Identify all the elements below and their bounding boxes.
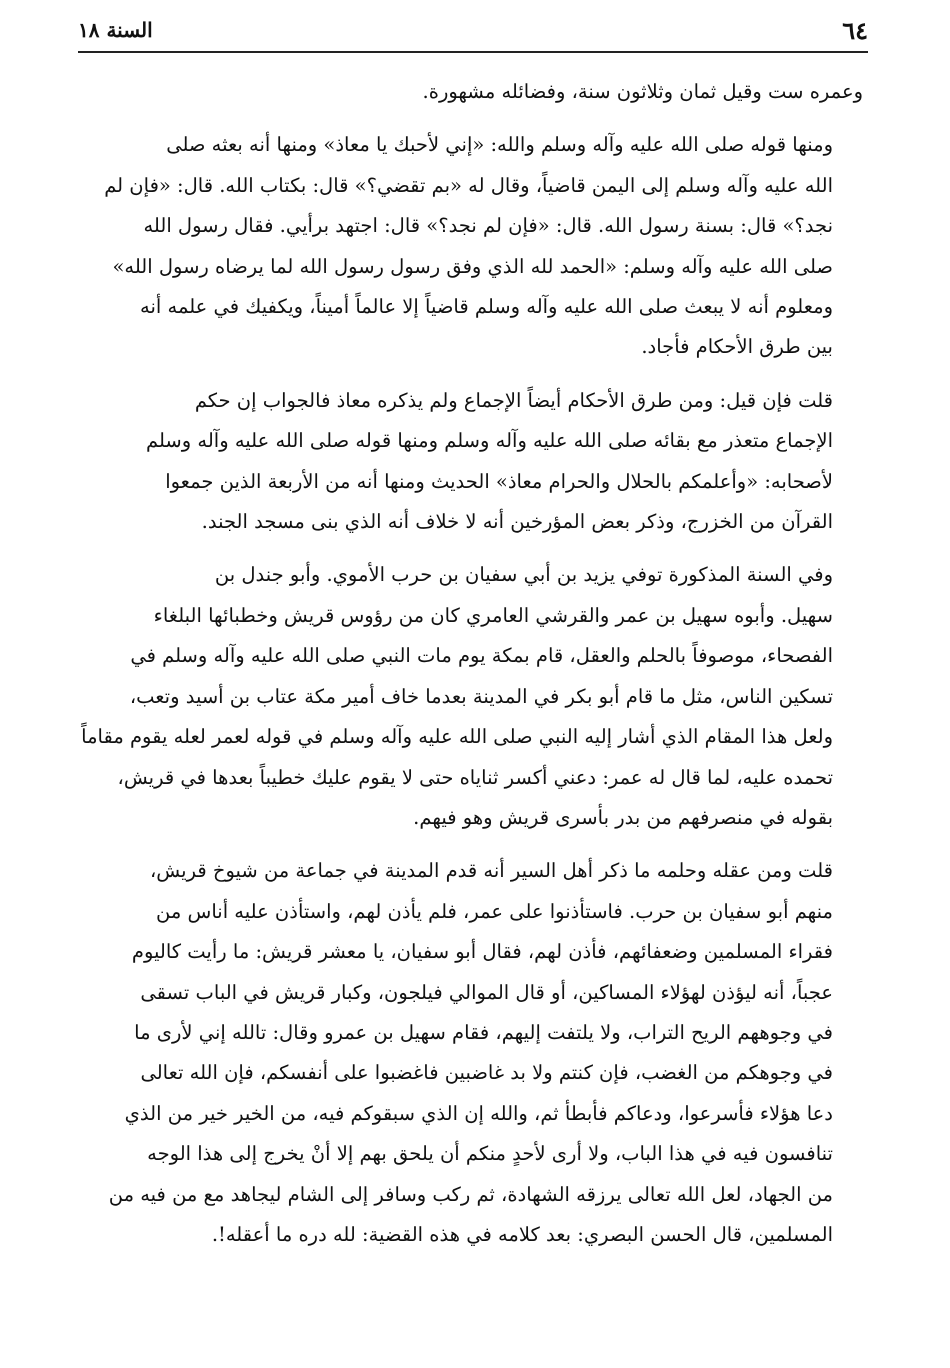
header-rule (78, 51, 868, 53)
text-line: نجد؟» قال: بسنة رسول الله. قال: «فإن لم نجد؟» قال: اجتهد برأيي. فقال رسول الله (143, 214, 833, 238)
text-line: وفي السنة المذكورة توفي يزيد بن أبي سفيان بن حرب الأموي. وأبو جندل بن (214, 563, 833, 587)
text-line: منهم أبو سفيان بن حرب. فاستأذنوا على عمر، فلم يأذن لهم، واستأذن عليه أناس من (156, 899, 833, 923)
text-line: قلت ومن عقله وحلمه ما ذكر أهل السير أنه قدم المدينة في جماعة من شيوخ قريش، (150, 859, 833, 883)
text-line: من الجهاد، لعل الله تعالى يرزقه الشهادة، ثم ركب وسافر إلى الشام ليجاهد مع من فيه من (108, 1182, 833, 1206)
text-line: قلت فإن قيل: ومن طرق الأحكام أيضاً الإجماع ولم يذكره معاذ فالجواب إن حكم (194, 388, 833, 412)
page-header (78, 14, 868, 50)
text-line: فقراء المسلمين وضعفائهم، فأذن لهم، فقال أبو سفيان، يا معشر قريش: ما رأيت كاليوم (131, 940, 833, 964)
paragraph (80, 555, 863, 838)
text-line: الإجماع متعذر مع بقائه صلى الله عليه وآله وسلم ومنها قوله صلى الله عليه وآله وسلم (146, 429, 833, 453)
running-head-year: السنة ١٨ (78, 18, 153, 42)
text-line: بين طرق الأحكام فأجاد. (641, 335, 833, 359)
text-line: بقوله في منصرفهم من بدر بأسرى قريش وهو فيهم. (413, 805, 833, 829)
paragraph (80, 125, 863, 367)
text-line: عجباً، أنه ليؤذن لهؤلاء المساكين، أو قال الموالي فيلجون، وكبار قريش في الباب تسقى (140, 980, 833, 1004)
text-line: القرآن من الخزرج، وذكر بعض المؤرخين أنه لا خلاف أنه الذي بنى مسجد الجند. (201, 510, 833, 534)
text-line: ومنها قوله صلى الله عليه وآله وسلم والله: «إني لأحبك يا معاذ» ومنها أنه بعثه صلى (166, 133, 833, 157)
page-number: ٦٤ (842, 16, 868, 45)
text-line: سهيل. وأبوه سهيل بن عمر والقرشي العامري كان من رؤوس قريش وخطبائها البلغاء (153, 603, 833, 627)
text-line: الله عليه وآله وسلم إلى اليمن قاضياً، وقال له «بم تقضي؟» قال: بكتاب الله. قال: «فإن لم (104, 173, 833, 197)
text-line: في وجوهكم من الغضب، فإن كنتم ولا بد غاضبين فاغضبوا على أنفسكم، فإن الله تعالى (140, 1061, 833, 1085)
paragraph (80, 851, 863, 1255)
paragraph (80, 381, 863, 543)
page-body (80, 72, 863, 1268)
text-line: في وجوههم الريح التراب، ولا يلتفت إليهم، فقام سهيل بن عمرو وقال: تالله إني لأرى ما (134, 1020, 833, 1044)
text-line: دعا هؤلاء فأسرعوا، ودعاكم فأبطأ ثم، والله إن الذي سبقوكم فيه، من الخير خير من الذي (124, 1101, 833, 1125)
paragraph (80, 72, 863, 112)
text-line: الفصحاء، موصوفاً بالحلم والعقل، قام بمكة يوم مات النبي صلى الله عليه وآله وسلم في (130, 644, 833, 668)
text-line: وعمره ست وقيل ثمان وثلاثون سنة، وفضائله مشهورة. (422, 80, 863, 103)
text-line: تنافسون فيه في هذا الباب، ولا أرى لأحدٍ منكم أن يلحق بهم إلا أنْ يخرج إلى هذا الوجه (147, 1142, 833, 1166)
text-line: تحمده عليه، لما قال له عمر: دعني أكسر ثناياه حتى لا يقوم عليك خطيباً بعدها في قريش، (117, 765, 833, 789)
text-line: لأصحابه: «وأعلمكم بالحلال والحرام معاذ» الحديث ومنها أنه من الأربعة الذين جمعوا (165, 469, 833, 493)
text-line: تسكين الناس، مثل ما قام أبو بكر في المدينة بعدما خاف أمير مكة عتاب بن أسيد وتعب، (129, 684, 833, 708)
text-line: المسلمين، قال الحسن البصري: بعد كلامه في هذه القضية: لله دره ما أعقله!. (211, 1222, 833, 1246)
text-line: ولعل هذا المقام الذي أشار إليه النبي صلى الله عليه وآله وسلم في قوله لعمر لعله يقوم مقاماً (81, 725, 833, 749)
text-line: صلى الله عليه وآله وسلم: «الحمد لله الذي وفق رسول رسول الله لما يرضاه رسول الله» (112, 254, 833, 278)
text-line: ومعلوم أنه لا يبعث صلى الله عليه وآله وسلم قاضياً إلا عالماً أميناً، ويكفيك في علمه أنه (140, 295, 833, 319)
